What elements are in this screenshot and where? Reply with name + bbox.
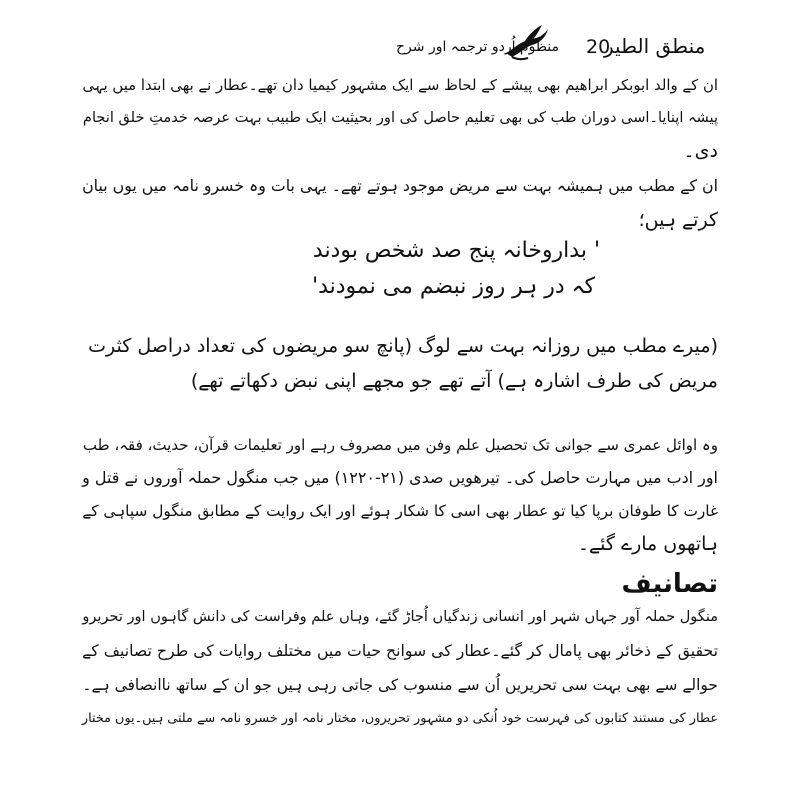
paragraph-line: وہ اوائل عمری سے جوانی تک تحصیل علم وفن میں مصروف رہے اور تعلیمات قرآن، حدیث، فقہ، طب [82, 436, 718, 454]
translation-line: (میرے مطب میں روزانہ بہت سے لوگ (پانچ سو مریضوں کی تعداد دراصل کثرت [88, 335, 718, 357]
verse-line: کہ در ہر روز نبضم می نمودند' [312, 274, 595, 299]
book-title: منطق الطیر [604, 34, 706, 58]
book-subtitle: منظوم اُردو ترجمہ اور شرح [396, 39, 560, 55]
verse-line: ' بداروخانہ پنج صد شخص بودند [312, 238, 600, 263]
paragraph-line: ان کے مطب میں ہمیشہ بہت سے مریض موجود ہوتے تھے۔ یہی بات وہ خسرو نامہ میں یوں بیان [82, 176, 718, 195]
paragraph-line: پیشہ اپنایا۔اسی دوران طب کی بھی تعلیم حاصل کی اور بحیثیت ایک طبیب بہت عرصہ خدمتِ خلق انجام [82, 109, 718, 126]
paragraph-line: منگول حملہ آور جہاں شہر اور انسانی زندگیاں اُجاڑ گئے، وہاں علم وفراست کی دانش گاہوں اور تحریرو [82, 609, 718, 625]
section-heading: تصانیف [621, 569, 718, 599]
paragraph-line: دی۔ [683, 140, 718, 162]
paragraph-line: اور ادب میں مہارت حاصل کی۔ تیرھویں صدی (۲۱-۱۲۲۰) میں جب منگول حملہ آوروں نے قتل و [82, 468, 718, 487]
paragraph-line: ہاتھوں مارے گئے۔ [577, 533, 718, 555]
paragraph-line: غارت کا طوفان برپا کیا تو عطار بھی اسی کا شکار ہوئے اور ایک روایت کے مطابق منگول سپاہی کے [82, 502, 718, 520]
paragraph-line: ان کے والد ابوبکر ابراھیم بھی پیشے کے لحاظ سے ایک مشہور کیمیا دان تھے۔عطار نے بھی ابتدا میں یہی [82, 76, 718, 94]
paragraph-line: حوالے سے بھی بہت سی تحریریں اُن سے منسوب کی جاتی رہی ہیں جو ان کے ساتھ ناانصافی ہے۔ [82, 676, 718, 694]
paragraph-line: تحقیق کے ذخائر بھی پامال کر گئے۔عطار کی سوانح حیات میں مختلف روایات کی طرح تصانیف کے [82, 641, 718, 660]
translation-line: مریض کی طرف اشارہ ہے) آتے تھے جو مجھے اپنی نبض دکھاتے تھے) [190, 370, 718, 392]
page-number: 20 [586, 36, 611, 58]
paragraph-line: عطار کی مستند کتابوں کی فہرست خود اُنکی دو مشہور تحریروں، مختار نامہ اور خسرو نامہ سے ملتی ہیں۔یوں مختار [81, 711, 718, 726]
paragraph-line: کرتے ہیں؛ [638, 209, 718, 231]
